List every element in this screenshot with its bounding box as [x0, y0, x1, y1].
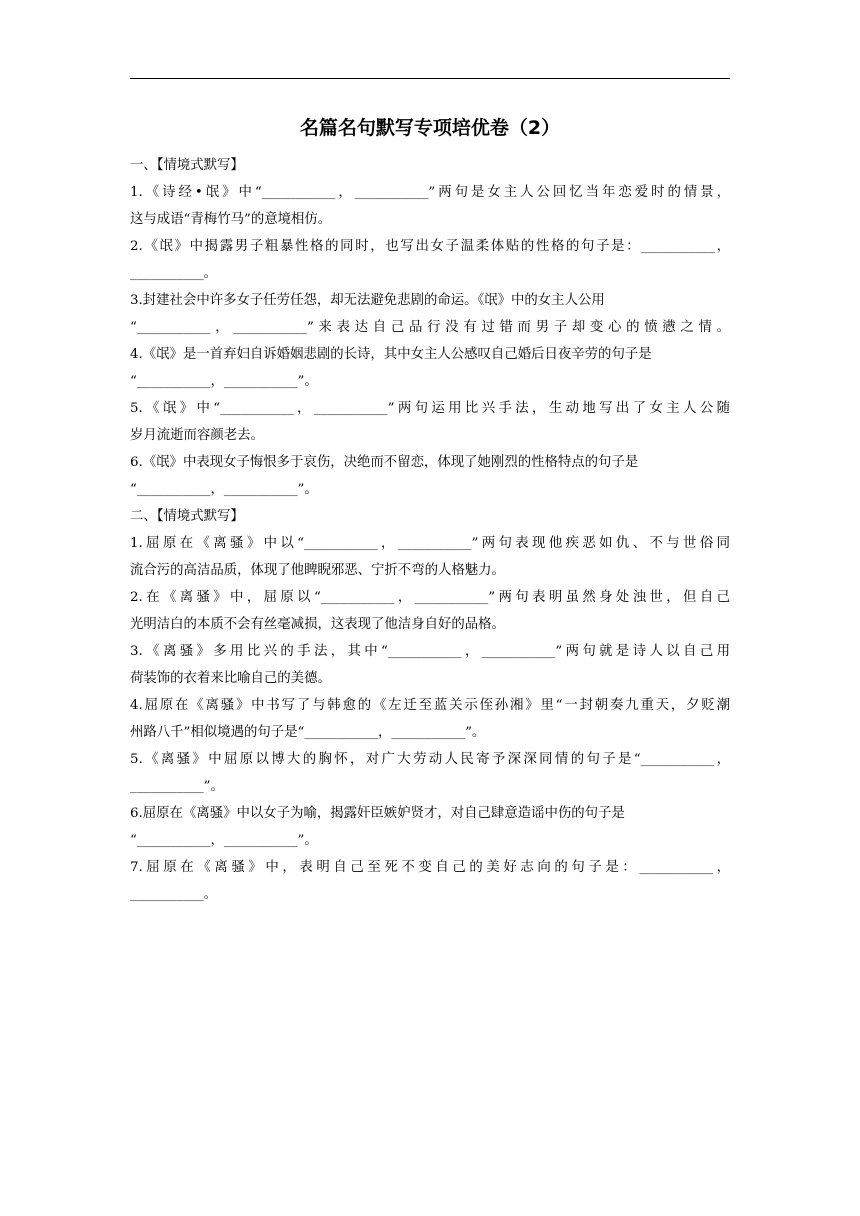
question-line: 光明洁白的本质不会有丝毫减损，这表现了他洁身自好的品格。	[130, 617, 505, 632]
question-line: 4.《氓》是一首弃妇自诉婚姻悲剧的长诗，其中女主人公感叹自己婚后日夜辛劳的句子是	[130, 347, 652, 362]
question-line: ___________”。	[130, 779, 224, 794]
question-line: 2.《氓》中揭露男子粗暴性格的同时，也写出女子温柔体贴的性格的句子是：___________，	[130, 239, 730, 254]
question-line: 州路八千”相似境遇的句子是“___________，___________”。	[130, 725, 486, 740]
question-line: 1.《诗经•氓》中“___________，___________”两句是女主人公回忆当年恋爱时的情景，	[130, 185, 730, 200]
question-line: “___________，___________”。	[130, 833, 318, 848]
question-line: 流合污的高洁品质，体现了他睥睨邪恶、宁折不弯的人格魅力。	[130, 563, 505, 578]
question-line: 6.屈原在《离骚》中以女子为喻，揭露奸臣嫉妒贤才，对自己肆意造谣中伤的句子是	[130, 806, 625, 821]
question-line: 岁月流逝而容颜老去。	[130, 428, 264, 443]
question-line: 6.《氓》中表现女子悔恨多于哀伤，决绝而不留恋，体现了她刚烈的性格特点的句子是	[130, 455, 639, 470]
question-line: 2.在《离骚》中，屈原以“___________，___________”两句表明虽然身处浊世，但自己	[130, 590, 730, 605]
question-line: ___________。	[130, 887, 218, 902]
question-line: ___________。	[130, 266, 218, 281]
question-line: 这与成语“青梅竹马”的意境相仿。	[130, 212, 332, 227]
question-line: “___________，___________”来表达自己品行没有过错而男子却变心的愤懑之情。	[130, 320, 730, 335]
question-line: 5.《离骚》中屈原以博大的胸怀，对广大劳动人民寄予深深同情的句子是“___________，	[130, 752, 730, 767]
question-line: 3.封建社会中许多女子任劳任怨，却无法避免悲剧的命运。《氓》中的女主人公用	[130, 293, 605, 308]
question-line: 5.《氓》中“___________，___________”两句运用比兴手法，生动地写出了女主人公随	[130, 401, 730, 416]
header-rule	[130, 78, 730, 79]
question-line: “___________，___________”。	[130, 482, 318, 497]
question-line: 荷装饰的衣着来比喻自己的美德。	[130, 671, 331, 686]
question-line: 3.《离骚》多用比兴的手法，其中“___________，___________”两句就是诗人以自己用	[130, 644, 730, 659]
section-heading-2: 二、【情境式默写】	[130, 509, 244, 524]
question-line: 4.屈原在《离骚》中书写了与韩愈的《左迁至蓝关示侄孙湘》里“一封朝奏九重天，夕贬潮	[130, 698, 730, 713]
section-heading-1: 一、【情境式默写】	[130, 158, 244, 173]
page-title: 名篇名句默写专项培优卷（2）	[299, 117, 561, 139]
question-line: 7.屈原在《离骚》中，表明自己至死不变自己的美好志向的句子是：___________，	[130, 860, 730, 875]
document-body	[130, 152, 730, 908]
question-line: “___________，___________”。	[130, 374, 318, 389]
question-line: 1.屈原在《离骚》中以“___________，___________”两句表现他疾恶如仇、不与世俗同	[130, 536, 730, 551]
